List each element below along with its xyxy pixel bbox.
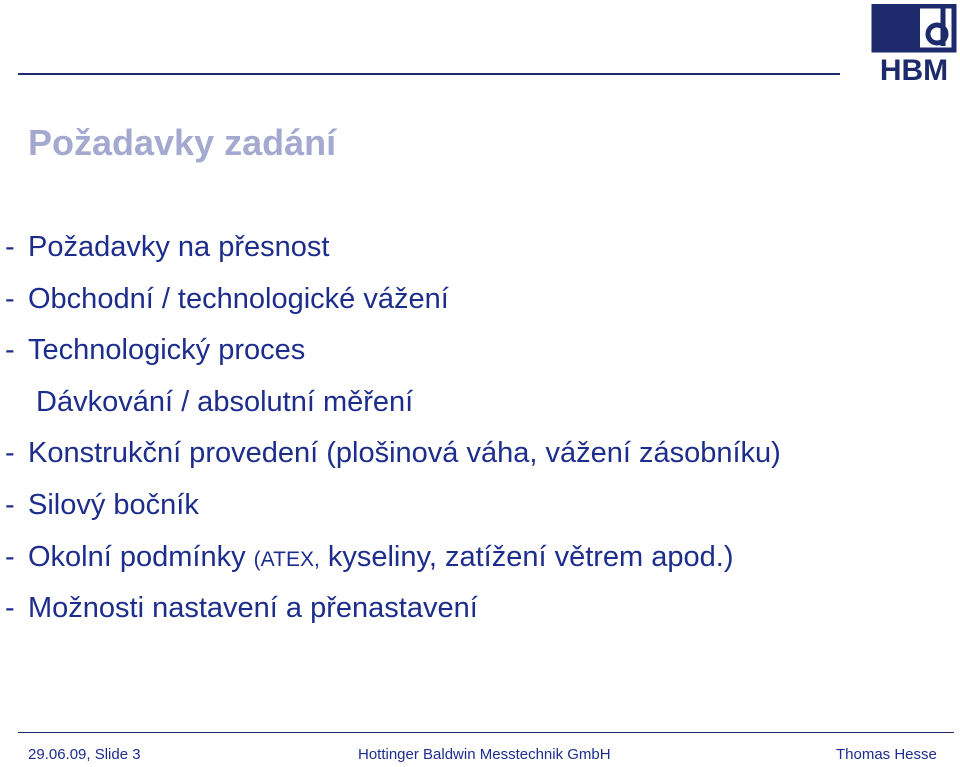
bullet-dash: -: [5, 437, 15, 470]
bullet-item: [0, 428, 781, 480]
bullet-dash: -: [5, 592, 15, 625]
bullet-text: Silový bočník: [28, 488, 199, 521]
bullet-text: Dávkování / absolutní měření: [36, 385, 414, 418]
bullet-text: Technologický proces: [28, 334, 306, 367]
bullet-item: [0, 325, 781, 377]
bullet-text-small: (ATEX,: [253, 547, 320, 571]
bullet-dash: -: [5, 488, 15, 521]
footer-company: Hottinger Baldwin Messtechnik GmbH: [358, 746, 611, 763]
bullet-text: Požadavky na přesnost: [28, 231, 330, 263]
header-rule: [18, 73, 840, 75]
bullet-text: Okolní podmínky: [28, 540, 246, 573]
bullet-item: [0, 222, 781, 274]
bullet-item: [0, 583, 781, 635]
bullet-item: [0, 274, 781, 326]
footer-author: Thomas Hesse: [836, 746, 937, 763]
bullet-text: kyseliny, zatížení větrem apod.): [327, 540, 734, 573]
bullet-item: [0, 480, 781, 532]
hbm-logo: [871, 4, 957, 82]
footer-rule: [18, 732, 954, 733]
bullet-dash: -: [5, 282, 15, 315]
slide-title: Požadavky zadání: [28, 122, 337, 163]
bullet-text: Možnosti nastavení a přenastavení: [28, 592, 478, 625]
bullet-dash: -: [5, 540, 15, 573]
sub-bullet-item: [0, 377, 781, 429]
bullet-dash: -: [5, 334, 15, 367]
logo-text: HBM: [879, 54, 949, 82]
bullet-text: Konstrukční provedení (plošinová váha, vážení zásobníku): [28, 437, 781, 470]
bullet-dash: -: [5, 231, 15, 263]
bullet-text: Obchodní / technologické vážení: [28, 282, 449, 315]
bullet-list: [0, 222, 781, 635]
bullet-item: [0, 532, 781, 584]
footer-date-slide: 29.06.09, Slide 3: [28, 746, 141, 763]
